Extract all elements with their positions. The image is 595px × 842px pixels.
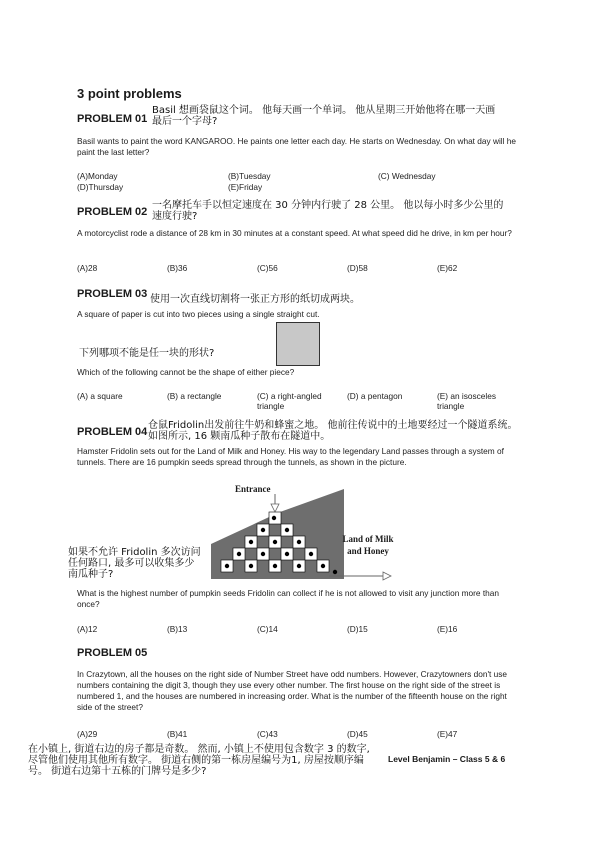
problem-02-option-a: (A)28 — [77, 263, 98, 273]
problem-01-option-e: (E)Friday — [228, 182, 263, 192]
problem-03-option-b: (B) a rectangle — [167, 391, 222, 401]
problem-02-option-b: (B)36 — [167, 263, 188, 273]
problem-02-label: PROBLEM 02 — [77, 206, 148, 218]
problem-05-option-d: (D)45 — [347, 729, 368, 739]
problem-02-chinese-text: 一名摩托车手以恒定速度在 30 分钟内行驶了 28 公里。 他以每小时多少公里的速度行驶? — [152, 200, 504, 222]
problem-03-question-english: Which of the following cannot be the shape of either piece? — [77, 367, 295, 377]
problem-04-option-b: (B)13 — [167, 624, 188, 634]
problem-05-option-b: (B)41 — [167, 729, 188, 739]
problem-03-chinese-text: 使用一次直线切割将一张正方形的纸切成两块。 — [150, 294, 360, 305]
problem-03-option-e: (E) an isosceles triangle — [437, 391, 497, 411]
problem-01-option-a: (A)Monday — [77, 171, 118, 181]
problem-04-option-d: (D)15 — [347, 624, 368, 634]
problem-04-question-english: What is the highest number of pumpkin seeds Fridolin can collect if he is not allowed to visit any junction more than once? — [77, 588, 499, 609]
problem-05-option-e: (E)47 — [437, 729, 458, 739]
problem-02-option-c: (C)56 — [257, 263, 278, 273]
page-footer-level: Level Benjamin – Class 5 & 6 — [388, 754, 506, 764]
problem-03-english-text: A square of paper is cut into two pieces using a single straight cut. — [77, 309, 320, 319]
problem-01-option-c: (C) Wednesday — [378, 171, 436, 181]
problem-01-option-b: (B)Tuesday — [228, 171, 271, 181]
problem-01-option-d: (D)Thursday — [77, 182, 124, 192]
problem-05-label: PROBLEM 05 — [77, 647, 148, 659]
problem-03-option-d: (D) a pentagon — [347, 391, 403, 401]
problem-01-chinese-text: Basil 想画袋鼠这个词。 他每天画一个单词。 他从星期三开始他将在哪一天画最后一个字母? — [152, 105, 496, 127]
problem-04-chinese-text: 仓鼠Fridolin出发前往牛奶和蜂蜜之地。 他前往传说中的土地要经过一个隧道系统。 如图所示, 16 颗南瓜种子散布在隧道中。 — [148, 420, 518, 442]
figure-land-of-milk-and-honey-label: Land of Milk and Honey — [342, 534, 394, 556]
problem-05-option-a: (A)29 — [77, 729, 98, 739]
section-title: 3 point problems — [77, 86, 182, 101]
problem-01-english-text: Basil wants to paint the word KANGAROO. He paints one letter each day. He starts on Wednesday. On what day will he paint the last letter? — [77, 136, 517, 157]
problem-04-option-a: (A)12 — [77, 624, 98, 634]
problem-02-option-d: (D)58 — [347, 263, 368, 273]
problem-02-option-e: (E)62 — [437, 263, 458, 273]
problem-03-option-c: (C) a right-angled triangle — [257, 391, 322, 411]
problem-05-option-c: (C)43 — [257, 729, 278, 739]
figure-entrance-label: Entrance — [235, 484, 271, 494]
problem-01-label: PROBLEM 01 — [77, 113, 148, 125]
problem-04-label: PROBLEM 04 — [77, 426, 148, 438]
problem-04-option-c: (C)14 — [257, 624, 278, 634]
tunnel-system-figure — [205, 482, 395, 582]
problem-02-english-text: A motorcyclist rode a distance of 28 km in 30 minutes at a constant speed. At what speed did he drive, in km per hour? — [77, 228, 512, 238]
problem-03-option-a: (A) a square — [77, 391, 123, 401]
problem-04-english-text: Hamster Fridolin sets out for the Land of Milk and Honey. His way to the legendary Land passes through a system of tunnels. There are 16 pumpkin seeds spread through the tunnels, as shown in the picture. — [77, 446, 504, 467]
problem-04-question-chinese: 如果不允许 Fridolin 多次访问任何路口, 最多可以收集多少南瓜种子? — [68, 547, 201, 580]
problem-03-question-chinese: 下列哪项不能是任一块的形状? — [79, 348, 215, 359]
problem-03-label: PROBLEM 03 — [77, 288, 148, 300]
problem-04-option-e: (E)16 — [437, 624, 458, 634]
paper-square-figure — [276, 322, 320, 366]
problem-05-chinese-text: 在小镇上, 街道右边的房子都是奇数。 然而, 小镇上不使用包含数字 3 的数字, 尽管他们使用其他所有数字。 街道右侧的第一栋房屋编号为1, 房屋按顺序编号。 街道右边第十五栋的门牌号是多少? — [28, 744, 370, 777]
problem-05-english-text: In Crazytown, all the houses on the right side of Number Street have odd numbers. However, Crazytowners don't use numbers containing the digit 3, though they use every other number. The first house on the right side of the street is numbered 1, and the houses are numbered in increasing order. What is the number of the fifteenth house on the right side of the street? — [77, 669, 508, 712]
